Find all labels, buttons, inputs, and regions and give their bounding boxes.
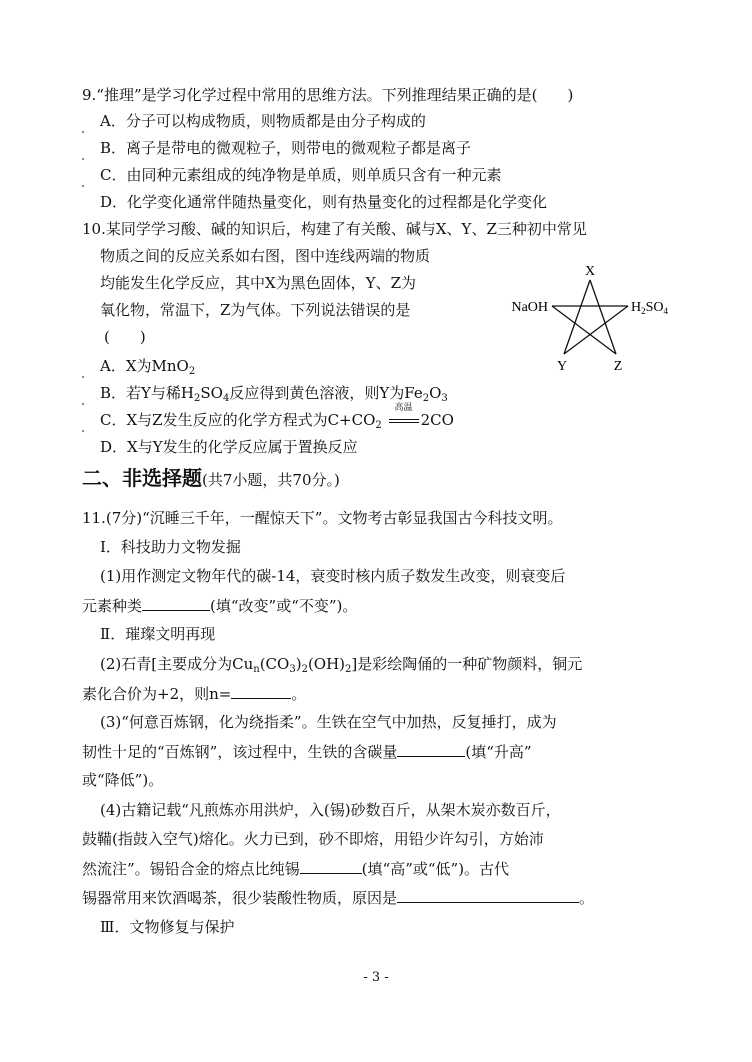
q11-sub4-line3: 然流注”。锡铅合金的熔点比纯锡 (填“高”或“低”)。古代 bbox=[82, 857, 509, 879]
q11-sub1-line1: (1)用作测定文物年代的碳-14，衰变时核内质子数发生改变，则衰变后 bbox=[100, 567, 566, 585]
q11-sub2-line2: 素化合价为+2，则n= 。 bbox=[82, 682, 306, 704]
q11-sub3-line2: 韧性十足的“百炼钢”，该过程中，生铁的含碳量 (填“升高” bbox=[82, 740, 532, 762]
answer-blank[interactable] bbox=[300, 857, 362, 874]
q11-sub1-line2: 元素种类 (填“改变”或“不变”)。 bbox=[82, 594, 357, 616]
q9-option-a: A．分子可以构成物质，则物质都是由分子构成的 bbox=[100, 112, 426, 130]
answer-blank[interactable] bbox=[231, 682, 291, 699]
q11-sub3-line3: 或“降低”)。 bbox=[82, 771, 164, 789]
diagram-label-naoh: NaOH bbox=[511, 300, 548, 315]
q11-part1-heading: Ⅰ．科技助力文物发掘 bbox=[100, 538, 241, 556]
q11-sub4-line2: 鼓鞴(指鼓入空气)熔化。火力已到，砂不即熔，用铅少许勾引，方始沛 bbox=[82, 830, 544, 848]
q10-option-b: B．若Y与稀$H_2SO_4$反应得到黄色溶液，则Y为$Fe_2O_3$ bbox=[100, 384, 448, 404]
diagram-label-y: Y bbox=[556, 359, 568, 374]
q9-option-c: C．由同种元素组成的纯净物是单质，则单质只含有一种元素 bbox=[100, 166, 502, 184]
diagram-label-x: X bbox=[584, 264, 596, 279]
q11-sub4-line4: 锡器常用来饮酒喝茶，很少装酸性物质，原因是 。 bbox=[82, 886, 594, 908]
q10-stem-line3: 均能发生化学反应，其中X为黑色固体，Y、Z为 bbox=[100, 274, 417, 292]
margin-tick bbox=[82, 430, 84, 432]
diagram-label-h2so4: $H_2SO_4$ bbox=[631, 300, 669, 316]
q11-sub4-line1: (4)古籍记载“凡煎炼亦用洪炉，入(锡)砂数百斤，从架木炭亦数百斤， bbox=[100, 801, 561, 819]
q11-part3-heading: Ⅲ．文物修复与保护 bbox=[100, 918, 235, 936]
q10-stem-line4: 氧化物，常温下，Z为气体。下列说法错误的是 bbox=[100, 301, 411, 319]
reaction-star-diagram bbox=[500, 258, 680, 378]
q9-option-d: D．化学变化通常伴随热量变化，则有热量变化的过程都是化学变化 bbox=[100, 193, 548, 211]
answer-blank[interactable] bbox=[397, 740, 465, 757]
reaction-condition: 高温 bbox=[387, 409, 421, 431]
diagram-label-z: Z bbox=[613, 359, 623, 374]
margin-tick bbox=[82, 403, 84, 405]
q11-sub3-line1: (3)“何意百炼钢，化为绕指柔”。生铁在空气中加热，反复捶打，成为 bbox=[100, 713, 557, 731]
q10-stem-line2: 物质之间的反应关系如右图，图中连线两端的物质 bbox=[100, 247, 431, 265]
q10-option-a: A．X为MnO$_2$ bbox=[100, 357, 196, 377]
q11-stem: 11.(7分)“沉睡三千年，一醒惊天下”。文物考古彰显我国古今科技文明。 bbox=[82, 509, 563, 527]
margin-tick bbox=[82, 185, 84, 187]
q9-stem: 9.“推理”是学习化学过程中常用的思维方法。下列推理结果正确的是( ) bbox=[82, 86, 574, 104]
page-number: - 3 - bbox=[363, 970, 389, 985]
q10-stem-line1: 10.某同学学习酸、碱的知识后，构建了有关酸、碱与X、Y、Z三种初中常见 bbox=[82, 220, 587, 238]
margin-tick bbox=[82, 376, 84, 378]
section-heading: 二、非选择题(共7小题，共70分。) bbox=[82, 466, 340, 490]
q9-option-b: B．离子是带电的微观粒子，则带电的微观粒子都是离子 bbox=[100, 139, 472, 157]
q10-answer-paren: ( ) bbox=[104, 328, 146, 346]
star-lines bbox=[552, 280, 628, 354]
q10-option-d: D．X与Y发生的化学反应属于置换反应 bbox=[100, 438, 358, 456]
q11-sub2-line1: (2)石青[主要成分为$Cu_n(CO_3)_2(OH)_2$]是彩绘陶俑的一种矿物颜料，铜元 bbox=[100, 655, 583, 675]
answer-blank[interactable] bbox=[142, 594, 210, 611]
q11-part2-heading: Ⅱ．璀璨文明再现 bbox=[100, 625, 216, 643]
margin-tick bbox=[82, 158, 84, 160]
answer-blank[interactable] bbox=[397, 886, 579, 903]
margin-tick bbox=[82, 131, 84, 133]
q10-option-c: C．X与Z发生反应的化学方程式为$C+CO_2$ 高温 2CO bbox=[100, 403, 454, 431]
